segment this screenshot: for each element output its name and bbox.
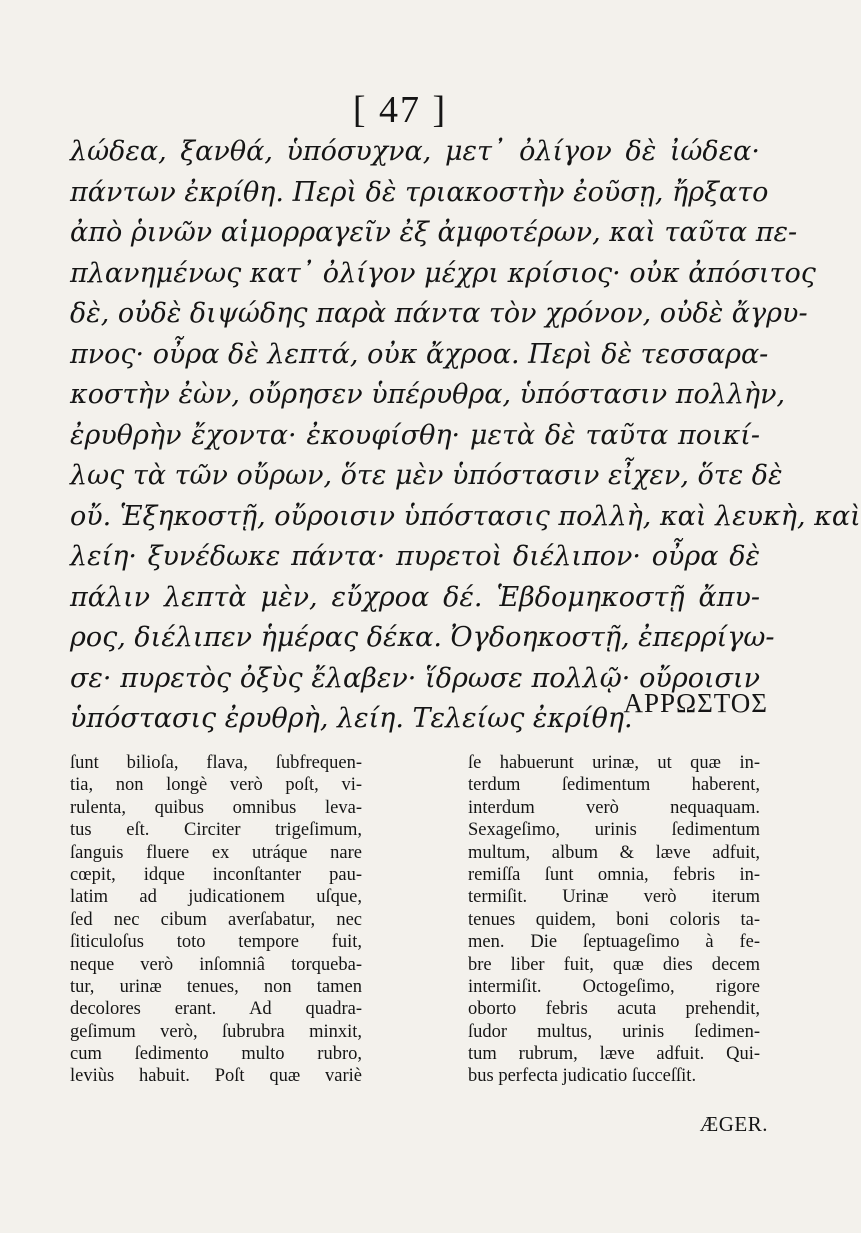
latin-line: rulenta, quibus omnibus leva- — [70, 797, 362, 818]
page-number: [ 47 ] — [352, 89, 448, 131]
greek-line: ἀπὸ ῥινῶν αἱμορραγεῖν ἐξ ἀμφοτέρων, καὶ ταῦτα πε- — [70, 217, 798, 248]
greek-line: πλανημένως κατ᾽ ὀλίγον μέχρι κρίσιος· οὐκ ἀπόσιτος — [70, 257, 816, 289]
latin-line: oborto febris acuta prehendit, — [468, 999, 760, 1020]
latin-line: geſimum verò, ſubrubra minxit, — [70, 1021, 362, 1042]
latin-line: bus perfecta judicatio ſucceſſit. — [468, 1066, 697, 1087]
greek-line: κοστὴν ἐὼν, οὔρησεν ὑπέρυθρα, ὑπόστασιν πολλὴν, — [70, 379, 786, 410]
latin-translation — [70, 752, 760, 1088]
greek-line: λως τὰ τῶν οὔρων, ὅτε μὲν ὑπόστασιν εἶχεν, ὅτε δὲ — [70, 460, 783, 491]
catchword: ÆGER. — [699, 1112, 768, 1136]
latin-line: cum ſedimento multo rubro, — [70, 1044, 362, 1065]
latin-line: ſe habuerunt urinæ, ut quæ in- — [468, 753, 760, 773]
greek-line: οὔ. Ἑξηκοστῇ, οὔροισιν ὑπόστασις πολλὴ, καὶ λευκὴ, καὶ — [70, 500, 861, 532]
latin-line: tia, non longè verò poſt, vi- — [70, 775, 362, 796]
latin-line: cœpit, idque inconſtanter pau- — [70, 864, 362, 885]
latin-line: latim ad judicationem uſque, — [70, 887, 362, 908]
greek-line: δὲ, οὐδὲ διψώδης παρὰ πάντα τὸν χρόνον, οὐδὲ ἄγρυ- — [70, 298, 808, 329]
latin-line: ſed nec cibum averſabatur, nec — [70, 909, 362, 930]
latin-line: ſudor multus, urinis ſedimen- — [468, 1021, 760, 1042]
greek-line: σε· πυρετὸς ὀξὺς ἔλαβεν· ἵδρωσε πολλῷ· οὔροισιν — [70, 662, 760, 694]
latin-line: tur, urinæ tenues, non tamen — [70, 976, 362, 997]
latin-line: leviùs habuit. Poſt quæ variè — [70, 1066, 362, 1087]
latin-line: remiſſa ſunt omnia, febris in- — [468, 864, 760, 885]
latin-line: tenues quidem, boni coloris ta- — [468, 909, 760, 930]
latin-line: terdum ſedimentum haberent, — [468, 775, 760, 796]
latin-line: men. Die ſeptuageſimo à fe- — [468, 932, 760, 953]
greek-line: ἐρυθρὴν ἔχοντα· ἐκουφίσθη· μετὰ δὲ ταῦτα ποικί- — [70, 419, 760, 451]
latin-line: tus eſt. Circiter trigeſimum, — [70, 820, 362, 841]
latin-line: neque verò inſomniâ torqueba- — [70, 954, 362, 975]
latin-column-right — [468, 752, 760, 1088]
greek-line: ὑπόστασις ἐρυθρὴ, λείη. Τελείως ἐκρίθη. — [70, 703, 633, 734]
greek-line: ρος, διέλιπεν ἡμέρας δέκα. Ὀγδοηκοστῇ, ἐπερρίγω- — [70, 622, 775, 653]
latin-line: ſiticuloſus toto tempore fuit, — [70, 932, 362, 953]
latin-line: interdum verò nequaquam. — [468, 797, 760, 818]
greek-text-block — [70, 132, 861, 740]
latin-line: Sexageſimo, urinis ſedimentum — [468, 820, 760, 841]
greek-line: πνος· οὖρα δὲ λεπτά, οὐκ ἄχροα. Περὶ δὲ τεσσαρα- — [70, 338, 769, 370]
latin-line: ſanguis fluere ex utráque nare — [70, 842, 362, 863]
latin-line: decolores erant. Ad quadra- — [70, 999, 362, 1020]
section-heading: ΑΡΡΩΣΤΟΣ — [623, 688, 768, 718]
latin-line: termiſit. Urinæ verò iterum — [468, 887, 760, 908]
latin-line: tum rubrum, læve adfuit. Qui- — [468, 1044, 760, 1065]
greek-line: πάντων ἐκρίθη. Περὶ δὲ τριακοστὴν ἐοῦσῃ, ἤρξατο — [70, 176, 769, 208]
latin-line: intermiſit. Octogeſimo, rigore — [468, 976, 760, 997]
greek-line: πάλιν λεπτὰ μὲν, εὔχροα δέ. Ἑβδομηκοστῇ ἄπυ- — [70, 581, 760, 613]
latin-column-left — [70, 752, 362, 1088]
latin-line: multum, album & læve adfuit, — [468, 842, 760, 863]
latin-line: bre liber fuit, quæ dies decem — [468, 954, 760, 975]
latin-line: ſunt bilioſa, flava, ſubfrequen- — [70, 753, 362, 773]
greek-line: λώδεα, ξανθά, ὑπόσυχνα, μετ᾽ ὀλίγον δὲ ἰώδεα· — [70, 136, 760, 167]
greek-line: λείη· ξυνέδωκε πάντα· πυρετοὶ διέλιπον· οὖρα δὲ — [70, 541, 760, 572]
